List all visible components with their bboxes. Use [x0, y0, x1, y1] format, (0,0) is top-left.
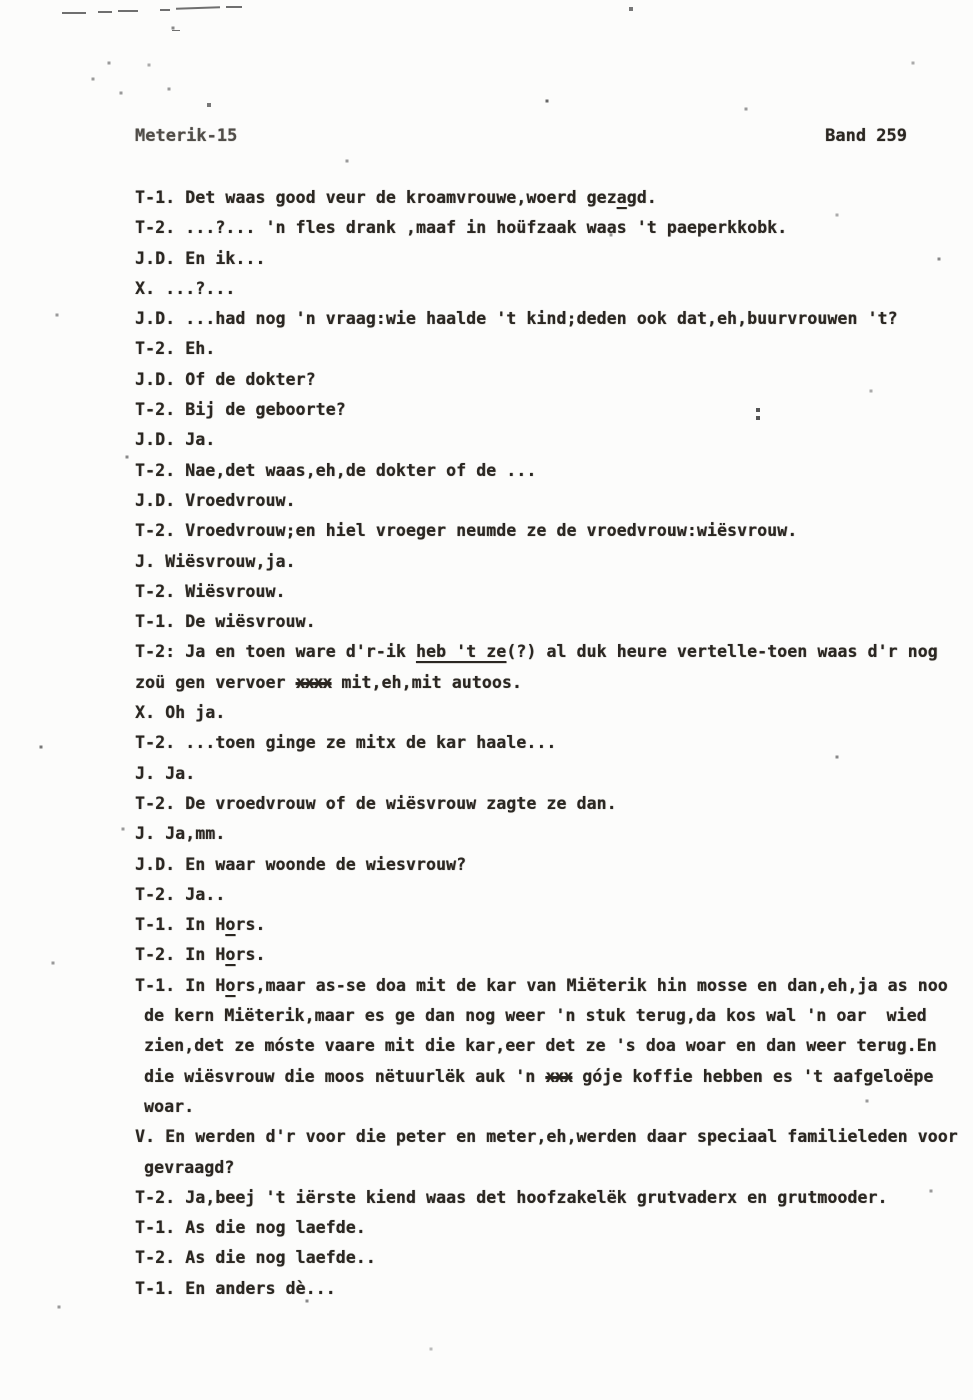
text-segment: die wiësvrouw die moos nëtuurlëk auk 'n [144, 1066, 546, 1086]
scan-dash [98, 11, 112, 13]
text-segment: J.D. Vroedvrouw. [135, 490, 296, 510]
transcript-line [135, 607, 973, 637]
scan-dash [176, 6, 220, 10]
text-segment: J. Ja. [135, 763, 196, 783]
text-segment: J. Ja,mm. [135, 824, 226, 844]
transcript-line [135, 971, 973, 1001]
text-segment: T-1. Det waas good veur de kroamvrouwe,woerd gez [135, 188, 617, 207]
text-segment: xxxx [295, 672, 332, 692]
transcript-line [135, 425, 973, 455]
transcript-line [135, 1213, 973, 1243]
transcript-line [135, 334, 973, 364]
text-segment: T-2. Eh. [135, 339, 216, 359]
transcript-line [135, 819, 973, 849]
transcript-line [135, 789, 973, 819]
text-segment: T-1. In H [135, 915, 226, 935]
text-segment: T-2. Wiësvrouw. [135, 581, 286, 601]
transcript-line [135, 304, 973, 334]
text-segment: T-2. As die nog laefde.. [135, 1248, 376, 1268]
transcript-line [135, 486, 973, 516]
band-number: Band 259 [825, 126, 907, 146]
text-segment: woar. [144, 1096, 195, 1116]
text-segment: T-2. ...?... 'n fles drank ,maaf in hoüfzaak waas 't paeperkkobk. [135, 218, 788, 238]
transcript-line [135, 456, 973, 486]
transcript-line [135, 1183, 973, 1213]
text-segment: T-1. As die nog laefde. [135, 1218, 366, 1238]
text-segment: T-2. Vroedvrouw;en hiel vroeger neumde ze de vroedvrouw:wiësvrouw. [135, 521, 798, 541]
transcript-line [135, 728, 973, 758]
text-segment: T-2. Nae,det waas,eh,de dokter of de ... [135, 460, 537, 480]
transcript-line [135, 1122, 973, 1152]
text-segment: a [616, 188, 627, 207]
transcript-line [135, 850, 973, 880]
text-segment: (?) al duk heure vertelle-toen waas d'r nog [506, 642, 938, 662]
transcript-line [135, 365, 973, 395]
page-header [135, 126, 907, 146]
text-segment: o [225, 975, 236, 995]
text-segment: J.D. ...had nog 'n vraag:wie haalde 't kind;deden ook dat,eh,buurvrouwen 't? [135, 309, 898, 329]
transcript-line [135, 1153, 973, 1183]
transcript-line [135, 183, 973, 213]
transcript-line [135, 759, 973, 789]
text-segment: gd. [626, 188, 657, 207]
transcript-line [135, 1001, 973, 1031]
text-segment: de kern Miëterik,maar es ge dan nog weer 'n stuk terug,da kos wal 'n oar wied [144, 1006, 927, 1026]
text-segment: rs,maar as-se doa mit de kar van Miëterik hin mosse en dan,eh,ja as noo [235, 975, 948, 995]
text-segment: V. En werden d'r voor die peter en meter,eh,werden daar speciaal familieleden voor [135, 1127, 958, 1147]
text-segment: T-2. ...toen ginge ze mitx de kar haale... [135, 733, 557, 753]
transcript-line [135, 395, 973, 425]
transcript-line [135, 213, 973, 243]
text-segment: X. ...?... [135, 278, 236, 298]
text-segment: J.D. Of de dokter? [135, 369, 316, 389]
text-segment: zoü gen vervoer [135, 672, 296, 692]
transcript-line [135, 880, 973, 910]
transcript-line [135, 1092, 973, 1122]
scan-dash [226, 6, 242, 8]
text-segment: T-2. Ja.. [135, 884, 226, 904]
text-segment: heb 't ze [415, 642, 507, 662]
text-segment: T-2. De vroedvrouw of de wiësvrouw zagte ze dan. [135, 793, 617, 813]
scan-dash [172, 30, 180, 31]
scan-speck-field [0, 0, 2, 2]
transcript-line [135, 1274, 973, 1304]
scan-dash [118, 10, 138, 12]
transcript-line [135, 637, 973, 667]
transcript-line [135, 274, 973, 304]
transcript-line [135, 668, 973, 698]
text-segment: o [225, 915, 236, 935]
text-segment: T-1. In H [135, 975, 226, 995]
text-segment: mit,eh,mit autoos. [331, 672, 522, 692]
transcript-line [135, 698, 973, 728]
text-segment: zien,det ze móste vaare mit die kar,eer det ze 's doa woar en dan weer terug.En [144, 1036, 937, 1056]
text-segment: T-2. Ja,beej 't iërste kiend waas det hoofzakelëk grutvaderx en grutmooder. [135, 1187, 888, 1207]
scan-dash [62, 12, 86, 14]
text-segment: T-1. De wiësvrouw. [135, 612, 316, 632]
text-segment: T-2. Bij de geboorte? [135, 400, 346, 420]
transcript-line [135, 1031, 973, 1061]
transcript-line [135, 940, 973, 970]
transcript-line [135, 547, 973, 577]
text-segment: gevraagd? [144, 1157, 235, 1177]
transcript-line [135, 244, 973, 274]
text-segment: J.D. En ik... [135, 248, 266, 268]
document-title: Meterik-15 [135, 126, 238, 146]
transcript-line [135, 516, 973, 546]
text-segment: X. Oh ja. [135, 703, 226, 723]
transcript-line [135, 1062, 973, 1092]
transcript-line [135, 577, 973, 607]
text-segment: o [225, 945, 236, 965]
transcript [135, 183, 973, 1304]
text-segment: T-2: Ja en toen ware d'r-ik [135, 642, 416, 662]
text-segment: rs. [235, 915, 266, 935]
text-segment: J.D. Ja. [135, 430, 216, 450]
text-segment: T-2. In H [135, 945, 226, 965]
transcript-line [135, 910, 973, 940]
scan-dash [160, 9, 170, 11]
text-segment: góje koffie hebben es 't aafgeloëpe [572, 1066, 934, 1086]
text-segment: xxx [545, 1066, 573, 1086]
text-segment: T-1. En anders dè... [135, 1278, 336, 1298]
text-segment: rs. [235, 945, 266, 965]
transcript-line [135, 1243, 973, 1273]
text-segment: J. Wiësvrouw,ja. [135, 551, 296, 571]
text-segment: J.D. En waar woonde de wiesvrouw? [135, 854, 467, 874]
